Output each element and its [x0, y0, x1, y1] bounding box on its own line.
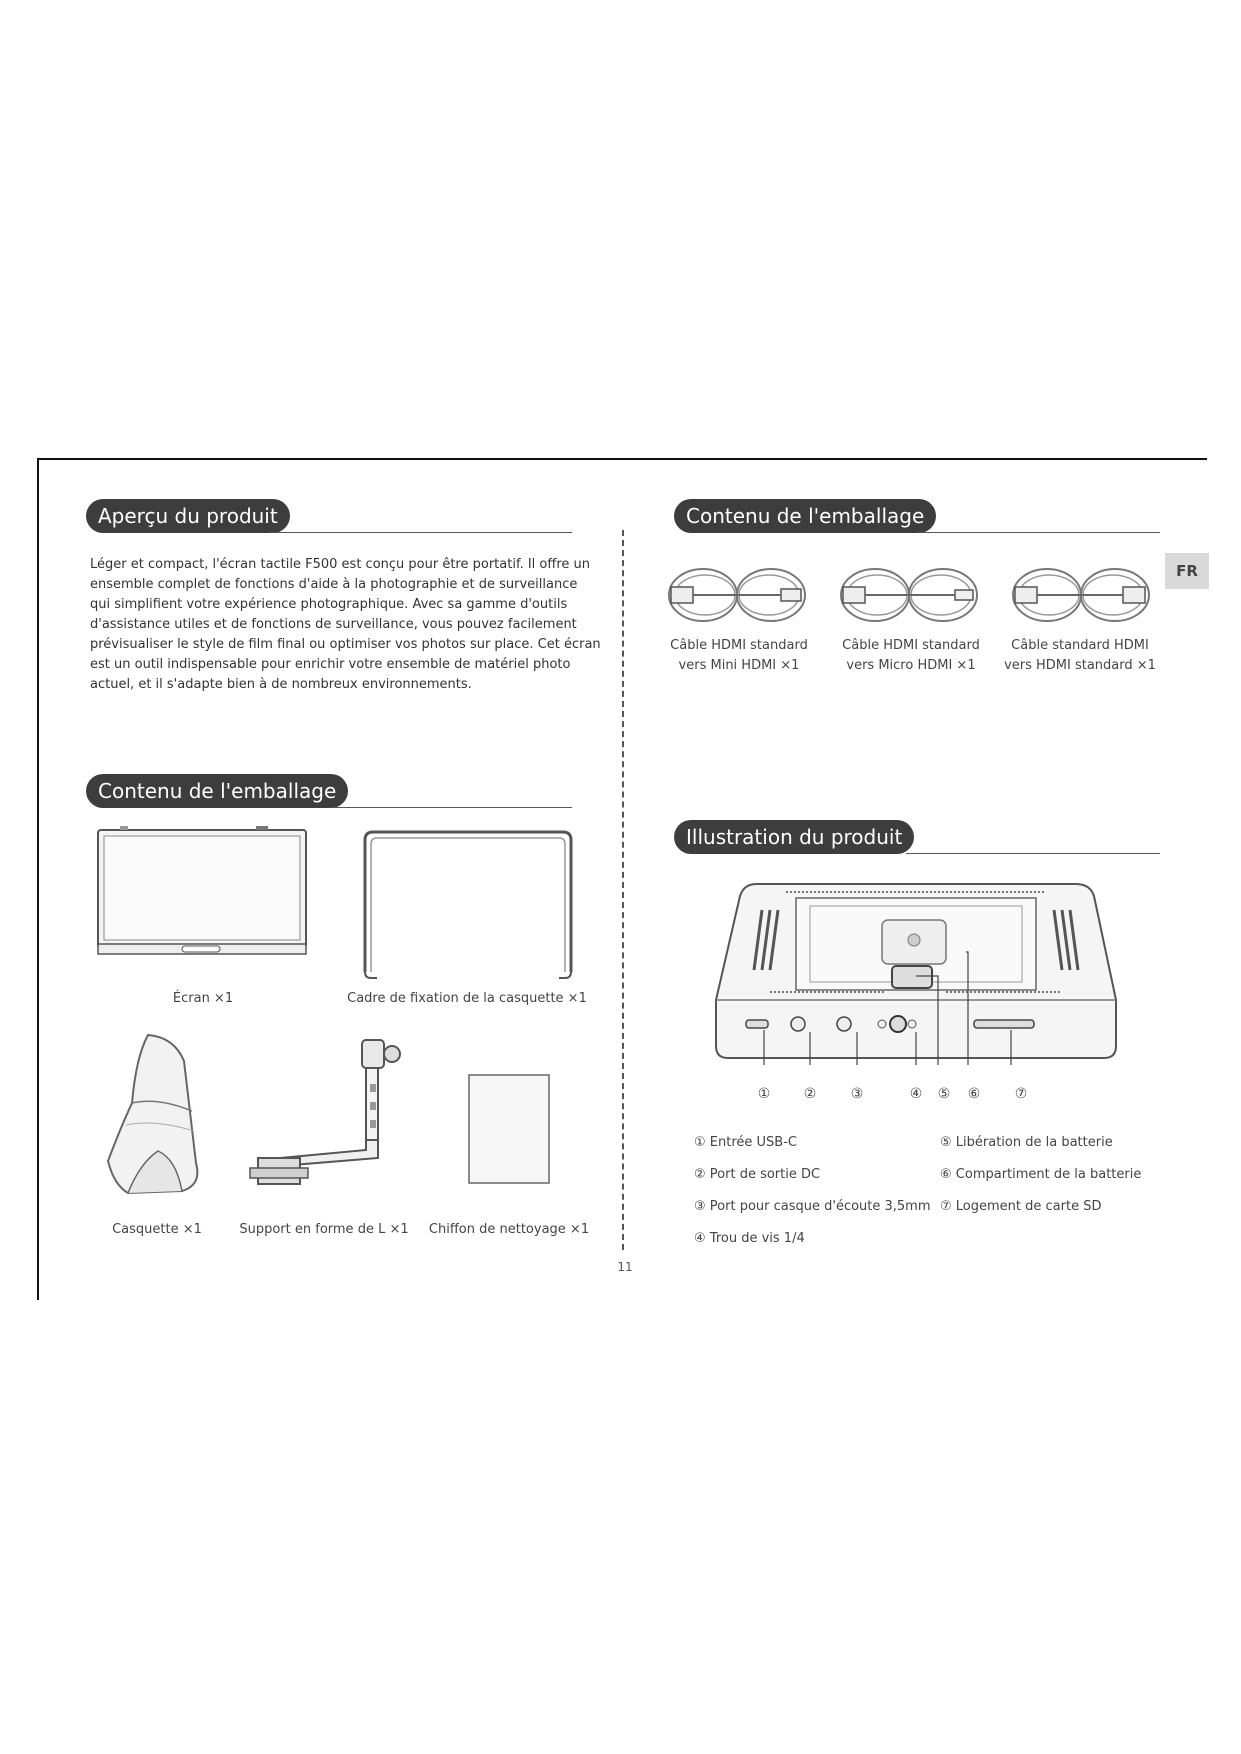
sheet-left-border — [37, 458, 39, 1300]
legend-battery-release: ⑤ Libération de la batterie — [940, 1135, 1113, 1150]
cable-label — [996, 636, 1164, 676]
overview-line: d'assistance utiles et de fonctions de surveillance, vous pouvez facilement — [90, 617, 577, 632]
legend-headphone: ③ Port pour casque d'écoute 3,5mm — [694, 1199, 931, 1214]
sheet-top-border — [37, 458, 1207, 460]
l-bracket-illustration — [246, 1040, 408, 1190]
left-package-heading-rule — [330, 807, 572, 808]
overview-line: qui simplifient votre expérience photographique. Avec sa gamme d'outils — [90, 597, 568, 612]
overview-line: ensemble complet de fonctions d'aide à la photographie et de surveillance — [90, 577, 578, 592]
overview-line: actuel, et il s'adapte bien à de nombreux environnements. — [90, 677, 472, 692]
overview-line: Léger et compact, l'écran tactile F500 est conçu pour être portatif. Il offre un — [90, 557, 590, 572]
callout-number: ⑤ — [937, 1086, 951, 1102]
cable-label — [829, 636, 993, 676]
callout-number: ③ — [850, 1086, 864, 1102]
product-back-illustration — [706, 880, 1126, 1066]
language-badge: FR — [1165, 553, 1209, 589]
cable-label-line: vers Mini HDMI ×1 — [678, 658, 800, 673]
page-number: 11 — [617, 1260, 633, 1274]
overview-line: est un outil indispensable pour enrichir votre ensemble de matériel photo — [90, 657, 571, 672]
cleaning-cloth-illustration — [468, 1074, 550, 1184]
package-item-label: Casquette ×1 — [112, 1222, 202, 1237]
package-item-label: Cadre de fixation de la casquette ×1 — [347, 991, 587, 1006]
overview-paragraph — [90, 555, 610, 695]
cable-label — [657, 636, 821, 676]
package-item-label: Support en forme de L ×1 — [239, 1222, 409, 1237]
package-item-label: Écran ×1 — [172, 991, 234, 1006]
cable-label-line: Câble standard HDMI — [1011, 638, 1149, 653]
legend-dc-out: ② Port de sortie DC — [694, 1167, 821, 1182]
legend-sd-slot: ⑦ Logement de carte SD — [940, 1199, 1102, 1214]
callout-number: ① — [757, 1086, 771, 1102]
overview-line: prévisualiser le style de film final ou optimiser vos photos sur place. Cet écran — [90, 637, 601, 652]
column-divider — [622, 530, 624, 1250]
left-package-heading: Contenu de l'emballage — [86, 774, 348, 808]
illustration-heading-rule — [906, 853, 1160, 854]
monitor-screen-illustration — [96, 826, 310, 966]
cable-label-line: Câble HDMI standard — [842, 638, 980, 653]
legend-screw-hole: ④ Trou de vis 1/4 — [694, 1231, 805, 1246]
callout-number: ④ — [909, 1086, 923, 1102]
cable-label-line: vers Micro HDMI ×1 — [846, 658, 976, 673]
hdmi-cable-illustration — [837, 562, 981, 628]
cable-label-line: Câble HDMI standard — [670, 638, 808, 653]
package-item-label: Chiffon de nettoyage ×1 — [428, 1222, 590, 1237]
legend-battery-compartment: ⑥ Compartiment de la batterie — [940, 1167, 1142, 1182]
overview-heading: Aperçu du produit — [86, 499, 290, 533]
right-package-heading-rule — [918, 532, 1160, 533]
illustration-heading: Illustration du produit — [674, 820, 914, 854]
callout-number: ⑥ — [967, 1086, 981, 1102]
hdmi-cable-illustration — [1009, 562, 1153, 628]
hood-frame-illustration — [357, 826, 579, 978]
sun-hood-illustration — [106, 1033, 208, 1195]
hdmi-cable-illustration — [665, 562, 809, 628]
legend-usb-c: ① Entrée USB-C — [694, 1135, 797, 1150]
callout-number: ⑦ — [1014, 1086, 1028, 1102]
right-package-heading: Contenu de l'emballage — [674, 499, 936, 533]
callout-number: ② — [803, 1086, 817, 1102]
overview-heading-rule — [270, 532, 572, 533]
cable-label-line: vers HDMI standard ×1 — [1004, 658, 1156, 673]
